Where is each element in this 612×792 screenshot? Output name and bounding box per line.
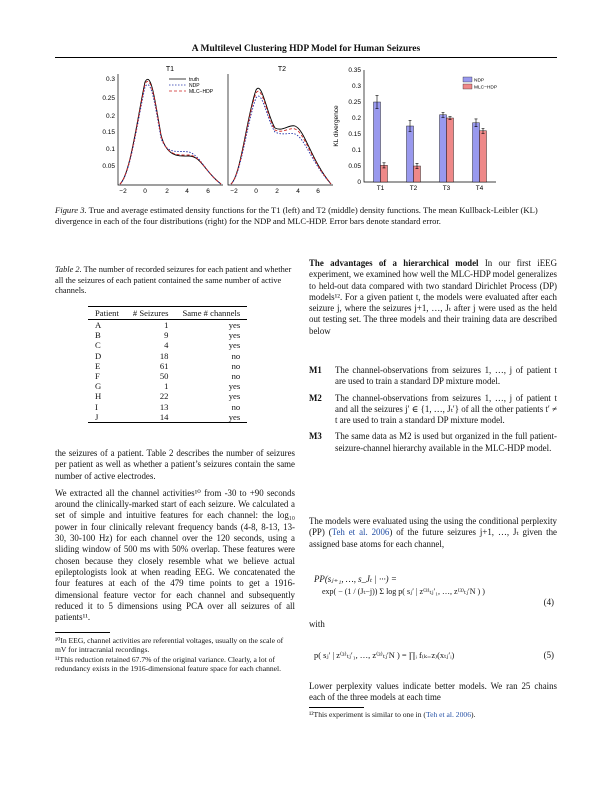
legend-ndp: NDP: [189, 83, 200, 89]
bar-ndp: [440, 115, 447, 182]
table-row: [88, 351, 247, 361]
left-paragraph-2: We extracted all the channel activities¹⁰ from -30 to +90 seconds around the clinically-marked start of each seizure. We calculated a set of simple and intuitive features for each channel: the log₁₀ power in four clinically relevant frequency bands (4-8, 8-13, 13-30, 30-100 Hz) for each channel over the 120 seconds, using a sliding window of 500 ms with 50% overlap. These features were chosen because they closely resemble what we believe actual epileptologists look at when reading EEG. We concatenated the four features at each of the 479 time points to get a 1916-dimensional feature vector for each channel and subsequently reduced it to 5 dimensions using PCA over all seizures of all patients¹¹.: [55, 487, 295, 623]
t1-xtick: 6: [206, 188, 210, 195]
footnote-11: ¹¹This reduction retained 67.7% of the original variance. Clearly, a lot of redundancy exists in the 1916-dimensional feature space for each channel.: [55, 654, 282, 674]
left-paragraph-1: the seizures of a patient. Table 2 describes the number of seizures per patient as well as whether a patient’s seizures contain the same number of active electrodes.: [55, 448, 295, 481]
table-cell: 50: [159, 371, 169, 382]
perplexity-text-b: ) of the future seizures j+1, …, Jₜ given the assigned base atoms for each channel,: [309, 527, 557, 549]
footnote-12-citation[interactable]: Teh et al. 2006: [425, 710, 471, 719]
table-cell: G: [95, 381, 102, 392]
perplexity-text-a: The models were evaluated using the using the conditional perplexity (PP) (: [309, 516, 557, 538]
bar-ndp: [374, 102, 381, 182]
t2-xtick: 0: [254, 188, 258, 195]
eq5-body: p( sⱼ′ | z⁽³⁾ₜⱼ′₁, …, z⁽³⁾ₜⱼ′N ) = ∏ᵢ f₍ₖ₌z₎(xₜⱼ′ᵢ): [314, 651, 455, 660]
legend-swatch-mlc-hdp: [463, 84, 472, 89]
table-header-same-channels: Same # channels: [175, 307, 247, 320]
t2-xtick: 6: [316, 188, 320, 195]
bar-xtick: T1: [376, 185, 385, 192]
table-caption-label: Table 2.: [55, 265, 82, 274]
t1-ytick: 0.1: [105, 146, 115, 153]
table-cell: 13: [159, 401, 169, 412]
figure-caption: [55, 205, 555, 227]
header-rule: [55, 57, 557, 58]
footnote-12-text: ¹²This experiment is similar to one in (: [309, 710, 426, 719]
perplexity-paragraph: [309, 516, 557, 550]
table-row: [88, 330, 247, 340]
t1-xtick: 2: [165, 188, 169, 195]
table-cell: I: [95, 401, 98, 412]
table-row: [88, 320, 247, 331]
table-cell: yes: [228, 330, 241, 341]
table-header-seizures: # Seizures: [126, 307, 176, 320]
t2-ndp-line: [231, 96, 331, 184]
t2-title: T2: [277, 66, 287, 73]
t2-xtick: 2: [275, 188, 279, 195]
figure-caption-label: Figure 3.: [55, 205, 87, 215]
equation-4: [314, 574, 554, 607]
eq5-number: (5): [543, 650, 554, 660]
footnote-12-end: ).: [471, 710, 476, 719]
table-cell: 18: [159, 350, 169, 361]
t1-xtick: 0: [143, 188, 147, 195]
with-text: with: [309, 619, 325, 629]
model-text: The same data as M2 is used but organized in the full patient-seizure-channel hierarchy available in the MLC-HDP model.: [335, 431, 557, 453]
bar-chart-legend: [463, 77, 497, 91]
table-caption: [55, 265, 295, 297]
legend-truth: truth: [189, 77, 200, 83]
legend-swatch-ndp: [463, 77, 472, 82]
table-row: [88, 402, 247, 412]
footnote-rule-left: [55, 632, 110, 633]
legend-mlc-hdp: MLC−HDP: [474, 85, 498, 91]
table-cell: F: [95, 371, 100, 382]
bar-xtick: T3: [442, 185, 451, 192]
t1-legend: [169, 77, 214, 95]
model-text: The channel-observations from seizures 1, …, j of patient t are used to train a standard DP mixture model.: [335, 365, 557, 387]
density-plot-t2: [228, 66, 333, 195]
footnote-rule-right: [309, 707, 364, 708]
t2-axes: [228, 74, 333, 185]
intro-text: In our first iEEG experiment, we examined how well the MLC-HDP model generalizes to held-out data compared with two standard Dirichlet Process (DP) models¹². For a given patient t, the models were evaluated after each seizure j, where the seizures j+1, …, Jₜ after j were used as the held out testing set. The three models and their training data are described below: [309, 258, 558, 336]
bar-ytick: 0.1: [351, 147, 361, 155]
table-cell: J: [88, 412, 126, 423]
right-intro: [309, 258, 557, 337]
seizure-table: [88, 306, 247, 423]
model-tag: M1: [309, 365, 322, 375]
section-heading: The advantages of a hierarchical model: [309, 258, 479, 268]
bar-ytick: 0.25: [348, 99, 361, 107]
table-cell: D: [95, 350, 102, 361]
table-cell: H: [95, 391, 102, 402]
table-cell: no: [231, 371, 241, 382]
kl-divergence-bar-chart: [333, 67, 497, 192]
table-cell: 22: [159, 391, 169, 402]
bar-ytick: 0: [357, 179, 361, 187]
eq4-line-2: exp( − (1 / (Jₜ−j)) Σ log p( sⱼ′ | z⁽³⁾ₜⱼ′₁, …, z⁽³⁾ₜⱼ′N ) ): [322, 587, 485, 596]
table-cell: yes: [175, 412, 247, 423]
bar-mlc-hdp: [480, 131, 487, 182]
footnote-12: [309, 710, 557, 719]
bar-xtick: T2: [409, 185, 418, 192]
legend-mlc-hdp: MLC−HDP: [189, 89, 214, 95]
table-cell: 9: [164, 330, 169, 341]
model-text: The channel-observations from seizures 1, …, j of patient t and all the seizures j′ ∈ {1, …, Jₜ′} of all the other patients t′ ≠ t are used to train a standard DP mixture model.: [335, 392, 557, 426]
running-title: A Multilevel Clustering HDP Model for Human Seizures: [191, 44, 421, 54]
t1-ytick: 0.15: [102, 129, 115, 136]
bar-ytick: 0.3: [351, 83, 361, 91]
model-item-m2: [309, 393, 557, 427]
bar-ndp: [473, 123, 480, 182]
model-list: [309, 365, 557, 459]
table-header-patient: Patient: [88, 307, 126, 320]
table-caption-text: The number of recorded seizures for each patient and whether all the seizures of each patient contained the same number of active channels.: [55, 265, 292, 295]
t1-xtick: −2: [119, 188, 127, 195]
t1-ytick: 0.05: [102, 163, 115, 170]
table-cell: 1: [164, 381, 169, 392]
left-footnotes: [55, 636, 295, 674]
table-cell: no: [231, 401, 241, 412]
table-row: [88, 412, 247, 423]
bar-ndp: [407, 126, 414, 182]
table-cell: yes: [228, 381, 241, 392]
eq4-line-1: PP(sⱼ₊₁, …, s_Jₜ | ···) =: [314, 574, 397, 584]
legend-ndp: NDP: [474, 78, 485, 84]
bar-chart-ylabel: KL divergence: [333, 105, 340, 147]
t1-ytick: 0.25: [102, 95, 115, 102]
t1-ytick: 0.3: [105, 76, 115, 83]
table-cell: yes: [228, 320, 241, 330]
table-cell: 4: [164, 340, 169, 351]
left-body-text: [55, 448, 295, 623]
citation-link[interactable]: Teh et al. 2006: [331, 527, 390, 538]
table-cell: A: [95, 320, 102, 330]
model-tag: M2: [309, 392, 322, 403]
bar-ytick: 0.05: [348, 163, 361, 171]
figure-caption-text: True and average estimated density functions for the T1 (left) and T2 (middle) density functions. The mean Kullback-Leibler (KL) divergence in each of the four distributions (right) for the NDP and MLC-HDP. Error bars denote standard error.: [55, 205, 538, 226]
density-plot-t1: [102, 66, 223, 195]
model-item-m1: [309, 365, 557, 388]
equation-5: [314, 650, 554, 660]
table-cell: yes: [228, 340, 241, 351]
bar-ytick: 0.15: [348, 131, 361, 139]
table-cell: 61: [159, 360, 169, 371]
eq4-number: (4): [543, 597, 554, 607]
table-row: [88, 381, 247, 391]
table-row: [88, 391, 247, 401]
bar-mlc-hdp: [447, 118, 454, 182]
table-cell: C: [95, 340, 101, 351]
right-last-paragraph: Lower perplexity values indicate better models. We ran 25 chains each of the three models at each time: [309, 681, 557, 703]
table-row: [88, 371, 247, 381]
figure-3: [55, 60, 557, 200]
t1-xtick: 4: [185, 188, 189, 195]
bar-ytick: 0.2: [351, 115, 361, 123]
table-row: [88, 340, 247, 350]
model-item-m3: [309, 431, 557, 454]
table-cell: yes: [228, 391, 241, 402]
table-row: [88, 361, 247, 371]
bar-xtick: T4: [475, 185, 484, 192]
t2-xtick: −2: [230, 188, 238, 195]
table-cell: 1: [164, 320, 169, 330]
t1-truth-line: [120, 79, 221, 184]
t1-ytick: 0.2: [105, 113, 115, 120]
table-cell: no: [231, 350, 241, 361]
table-cell: no: [231, 360, 241, 371]
table-cell: 14: [126, 412, 176, 423]
model-tag: M3: [309, 431, 322, 442]
t2-xtick: 4: [296, 188, 300, 195]
table-cell: E: [95, 360, 101, 371]
bar-ytick: 0.35: [348, 67, 361, 75]
footnote-10: ¹⁰In EEG, channel activities are referential voltages, usually on the scale of mV for intracranial recordings.: [55, 636, 284, 655]
t1-title: T1: [165, 66, 175, 73]
table-cell: B: [95, 330, 101, 341]
